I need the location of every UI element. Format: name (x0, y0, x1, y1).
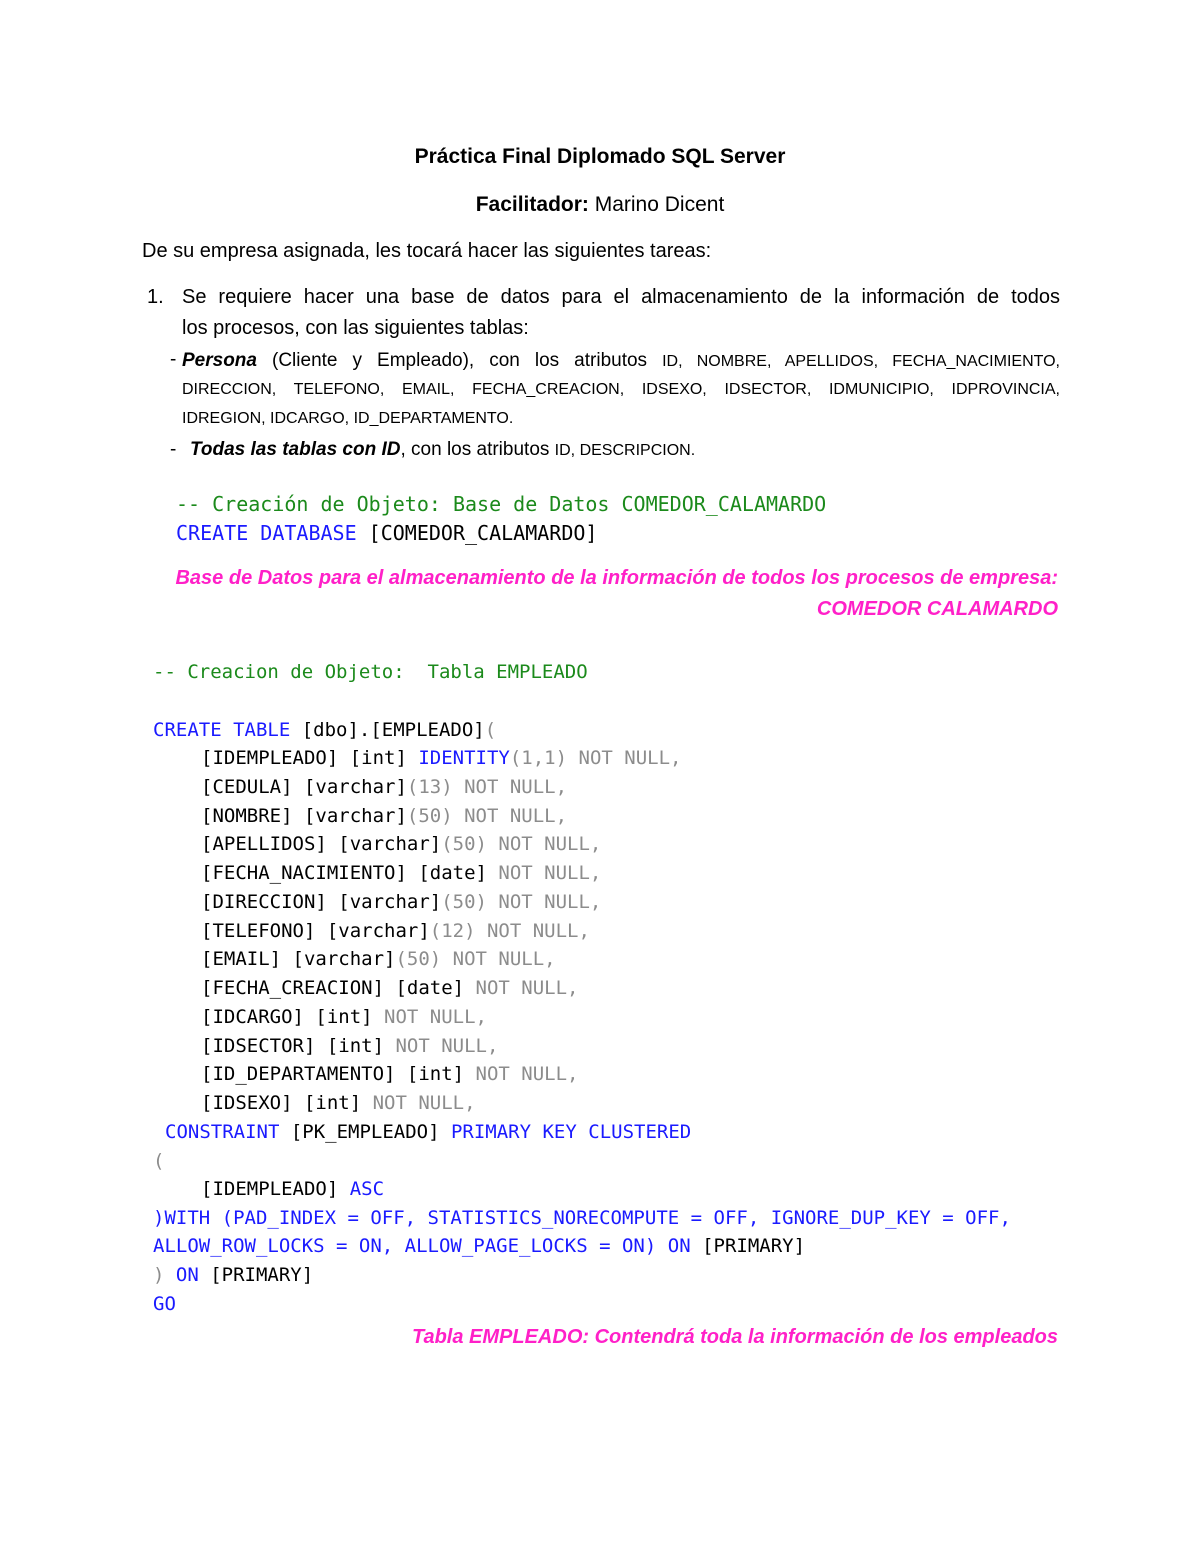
column-line (201, 948, 556, 970)
column-line (201, 1006, 487, 1028)
facilitator-name: Marino Dicent (588, 193, 725, 216)
column-nullability: NOT NULL, (486, 833, 602, 856)
table-note: Tabla EMPLEADO: Contendrá toda la información de los empleados (411, 1326, 1058, 1348)
column-definition: [IDCARGO] [int] (201, 1005, 373, 1028)
bullet-2-line (190, 439, 695, 461)
column-line (201, 776, 567, 798)
allow-locks-line (153, 1235, 805, 1257)
column-args: (1,1) (509, 747, 568, 769)
with-options-line: )WITH (PAD_INDEX = OFF, STATISTICS_NORECOMPUTE = OFF, IGNORE_DUP_KEY = OFF, (153, 1207, 1011, 1229)
table-code-comment: -- Creacion de Objeto: Tabla EMPLEADO (153, 661, 588, 683)
task-line-2: los procesos, con las siguientes tablas: (182, 317, 529, 339)
column-args: (13) (406, 775, 453, 798)
column-definition: [IDEMPLEADO] [int] (201, 747, 419, 769)
column-nullability: NOT NULL, (486, 890, 602, 913)
page-title: Práctica Final Diplomado SQL Server (414, 145, 786, 168)
column-definition: [FECHA_CREACION] [date] (201, 977, 465, 999)
on-primary-line (153, 1264, 313, 1286)
primary-key-keyword: PRIMARY KEY CLUSTERED (450, 1121, 692, 1143)
close-paren: ) (153, 1264, 176, 1286)
task-number: 1. (147, 286, 164, 308)
column-nullability: NOT NULL, (452, 775, 568, 798)
column-definition: [CEDULA] [varchar] (201, 775, 407, 798)
column-line (201, 891, 601, 913)
column-nullability: NOT NULL, (475, 919, 590, 942)
column-nullability: NOT NULL, (361, 1092, 476, 1114)
bullet-2-name: Todas las tablas con ID (190, 439, 401, 460)
db-code-create (176, 521, 597, 545)
bullet-1-attrs-2: DIRECCION, TELEFONO, EMAIL, FECHA_CREACION, IDSEXO, IDSECTOR, IDMUNICIPIO, IDPROVINCIA, (182, 381, 1060, 398)
column-line (201, 1092, 476, 1114)
column-definition: [DIRECCION] [varchar] (201, 890, 442, 913)
column-nullability: NOT NULL, (372, 1005, 487, 1028)
db-note-line-2: COMEDOR CALAMARDO (816, 598, 1058, 620)
create-table-name: [dbo].[EMPLEADO] (290, 719, 485, 741)
allow-locks: ALLOW_ROW_LOCKS = ON, ALLOW_PAGE_LOCKS = ON) ON (153, 1235, 691, 1257)
db-note-line-1: Base de Datos para el almacenamiento de la información de todos los procesos de empresa: (175, 567, 1058, 589)
column-args: (50) (406, 804, 453, 827)
create-table-keyword: CREATE TABLE (153, 719, 291, 741)
column-args: (50) (441, 890, 487, 913)
column-args: (50) (441, 833, 487, 856)
pk-asc: ASC (349, 1178, 385, 1200)
column-definition: [IDSECTOR] [int] (201, 1034, 385, 1057)
column-definition: [FECHA_NACIMIENTO] [date] (201, 862, 487, 884)
table-code-create (153, 719, 496, 741)
column-line (201, 1063, 579, 1085)
task-line-1: Se requiere hacer una base de datos para el almacenamiento de la información de todos (182, 286, 1060, 308)
intro-text: De su empresa asignada, les tocará hacer las siguientes tareas: (142, 240, 712, 262)
bullet-1-attrs-3: IDREGION, IDCARGO, ID_DEPARTAMENTO. (182, 410, 514, 427)
column-line (201, 833, 601, 855)
bullet-2-desc: , con los atributos (400, 439, 555, 460)
column-line (201, 920, 590, 942)
column-definition: [ID_DEPARTAMENTO] [int] (201, 1063, 465, 1086)
bullet-1-line-1 (182, 350, 1060, 372)
create-table-paren: ( (484, 719, 497, 741)
bullet-dash-2: - (170, 439, 177, 460)
db-code-name: [COMEDOR_CALAMARDO] (356, 521, 598, 545)
column-nullability: NOT NULL, (441, 948, 556, 971)
db-code-keyword: CREATE DATABASE (176, 521, 357, 545)
bullet-2-attrs: ID, DESCRIPCION. (554, 442, 696, 459)
bullet-1-attrs-1: ID, NOMBRE, APELLIDOS, FECHA_NACIMIENTO, (662, 353, 1061, 370)
go-keyword: GO (153, 1293, 176, 1315)
column-nullability: NOT NULL, (452, 804, 568, 827)
column-definition: [NOMBRE] [varchar] (201, 804, 407, 827)
column-nullability: NOT NULL, (567, 747, 682, 769)
constraint-name: [PK_EMPLEADO] (279, 1121, 451, 1143)
column-nullability: NOT NULL, (464, 1063, 579, 1086)
column-line (201, 1035, 498, 1057)
on-primary: [PRIMARY] (198, 1264, 314, 1286)
column-nullability: NOT NULL, (384, 1034, 499, 1057)
bullet-1-name: Persona (182, 350, 257, 371)
facilitator-label: Facilitador: (475, 193, 589, 216)
column-definition: [TELEFONO] [varchar] (201, 919, 430, 942)
bullet-dash-1: - (170, 349, 177, 370)
constraint-line (165, 1121, 691, 1143)
column-nullability: NOT NULL, (464, 977, 579, 999)
column-line (201, 977, 579, 999)
column-line (201, 862, 601, 884)
column-identity-keyword: IDENTITY (418, 747, 510, 769)
facilitator-line (0, 193, 1200, 217)
column-line (201, 805, 567, 827)
pk-column: [IDEMPLEADO] (201, 1178, 350, 1200)
on-keyword: ON (175, 1264, 199, 1286)
column-nullability: NOT NULL, (486, 862, 602, 884)
bullet-1-desc: (Cliente y Empleado), con los atributos (256, 350, 663, 371)
column-args: (50) (395, 948, 442, 971)
column-line (201, 747, 681, 769)
open-paren: ( (153, 1150, 165, 1172)
allow-locks-filegroup: [PRIMARY] (690, 1235, 806, 1257)
pk-column-line (201, 1178, 384, 1200)
db-code-comment: -- Creación de Objeto: Base de Datos COMEDOR_CALAMARDO (176, 492, 827, 516)
column-definition: [APELLIDOS] [varchar] (201, 833, 442, 856)
column-definition: [EMAIL] [varchar] (201, 948, 396, 971)
column-args: (12) (429, 919, 476, 942)
constraint-keyword: CONSTRAINT (165, 1121, 280, 1143)
column-definition: [IDSEXO] [int] (201, 1092, 362, 1114)
